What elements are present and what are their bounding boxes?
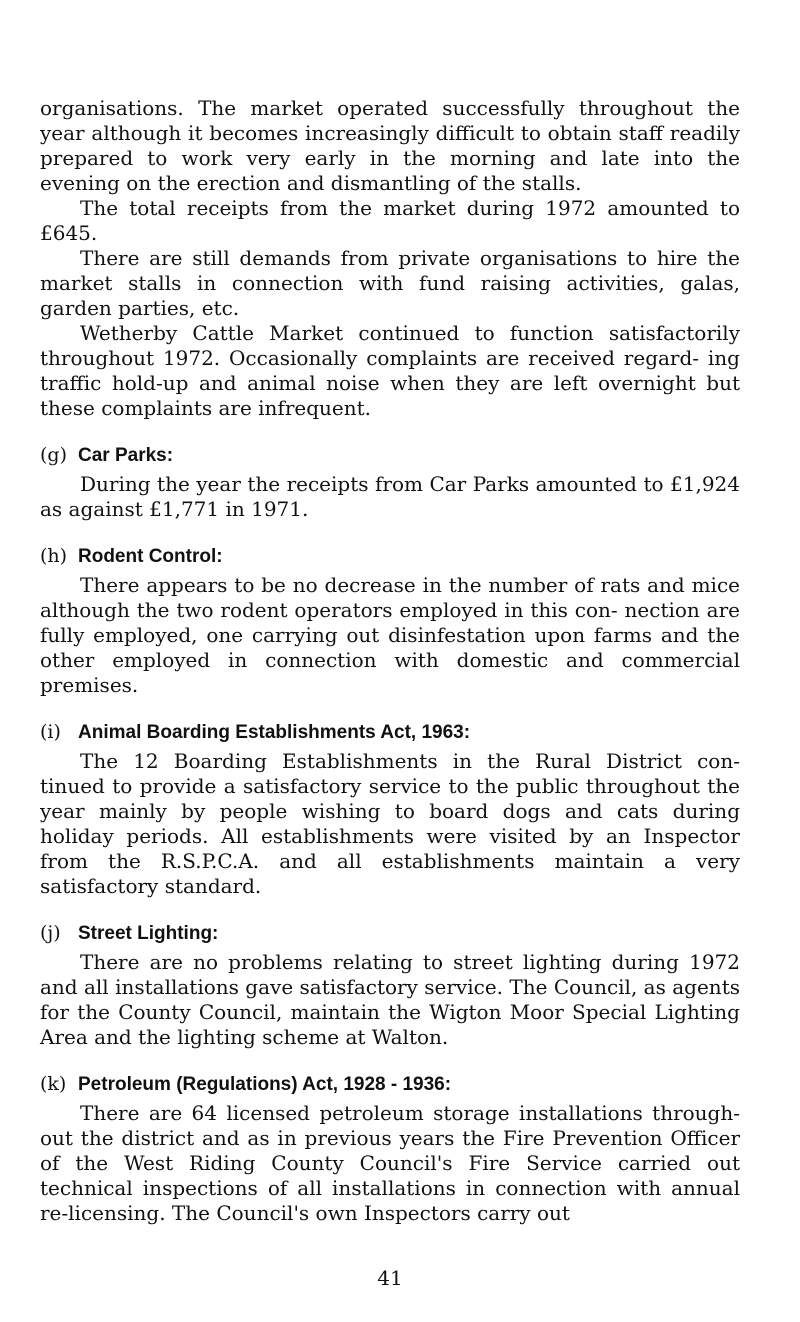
section-title: Animal Boarding Establishments Act, 1963: (78, 722, 471, 743)
section-heading (40, 443, 740, 468)
section-petroleum-act (40, 1072, 740, 1226)
section-title: Petroleum (Regulations) Act, 1928 - 1936: (78, 1074, 452, 1095)
section-street-lighting (40, 921, 740, 1050)
section-mark: (j) (40, 922, 61, 944)
section-title: Rodent Control: (78, 546, 223, 567)
section-car-parks (40, 443, 740, 522)
section-rodent-control (40, 544, 740, 698)
section-body: The 12 Boarding Establishments in the Rural District con- tinued to provide a satisfactory service to the public throughout the year mainly by people wishing to board dogs and cats during holiday periods. All establishments were visited by an Inspector from the R.S.P.C.A. and all establishments maintain a very satisfactory standard. (40, 749, 740, 898)
section-title: Car Parks: (78, 445, 174, 466)
paragraph-cattle-market: Wetherby Cattle Market continued to function satisfactorily throughout 1972. Occasionally complaints are received regard- ing traffic hold-up and animal noise when they are left overnight but these complaints are infrequent. (40, 321, 740, 420)
section-mark: (i) (40, 721, 61, 743)
section-heading (40, 1072, 740, 1097)
paragraph-stall-hire: There are still demands from private organisations to hire the market stalls in connection with fund raising activities, galas, garden parties, etc. (40, 246, 740, 320)
paragraph-market-operation: organisations. The market operated successfully throughout the year although it becomes increasingly difficult to obtain staff readily prepared to work very early in the morning and late into the evening on the erection and dismantling of the stalls. (40, 96, 740, 195)
section-body: There are no problems relating to street lighting during 1972 and all installations gave satisfactory service. The Council, as agents for the County Council, maintain the Wigton Moor Special Lighting Area and the lighting scheme at Walton. (40, 950, 740, 1049)
section-body: There are 64 licensed petroleum storage installations through- out the district and as in previous years the Fire Prevention Officer of the West Riding County Council's Fire Service carried out technical inspections of all installations in connection with annual re-licensing. The Council's own Inspectors carry out (40, 1101, 740, 1225)
section-heading (40, 544, 740, 569)
paragraph-market-receipts: The total receipts from the market during 1972 amounted to £645. (40, 196, 740, 245)
section-mark: (g) (40, 444, 67, 466)
section-mark: (k) (40, 1073, 67, 1095)
section-title: Street Lighting: (78, 923, 219, 944)
section-body: During the year the receipts from Car Parks amounted to £1,924 as against £1,771 in 1971. (40, 472, 740, 521)
section-body: There appears to be no decrease in the number of rats and mice although the two rodent operators employed in this con- nection are fully employed, one carrying out disinfestation upon farms and the other employed in connection with domestic and commercial premises. (40, 573, 740, 697)
section-mark: (h) (40, 545, 68, 567)
section-animal-boarding (40, 720, 740, 899)
section-heading (40, 720, 740, 745)
document-page (40, 96, 740, 1226)
page-number: 41 (377, 1266, 403, 1290)
section-heading (40, 921, 740, 946)
